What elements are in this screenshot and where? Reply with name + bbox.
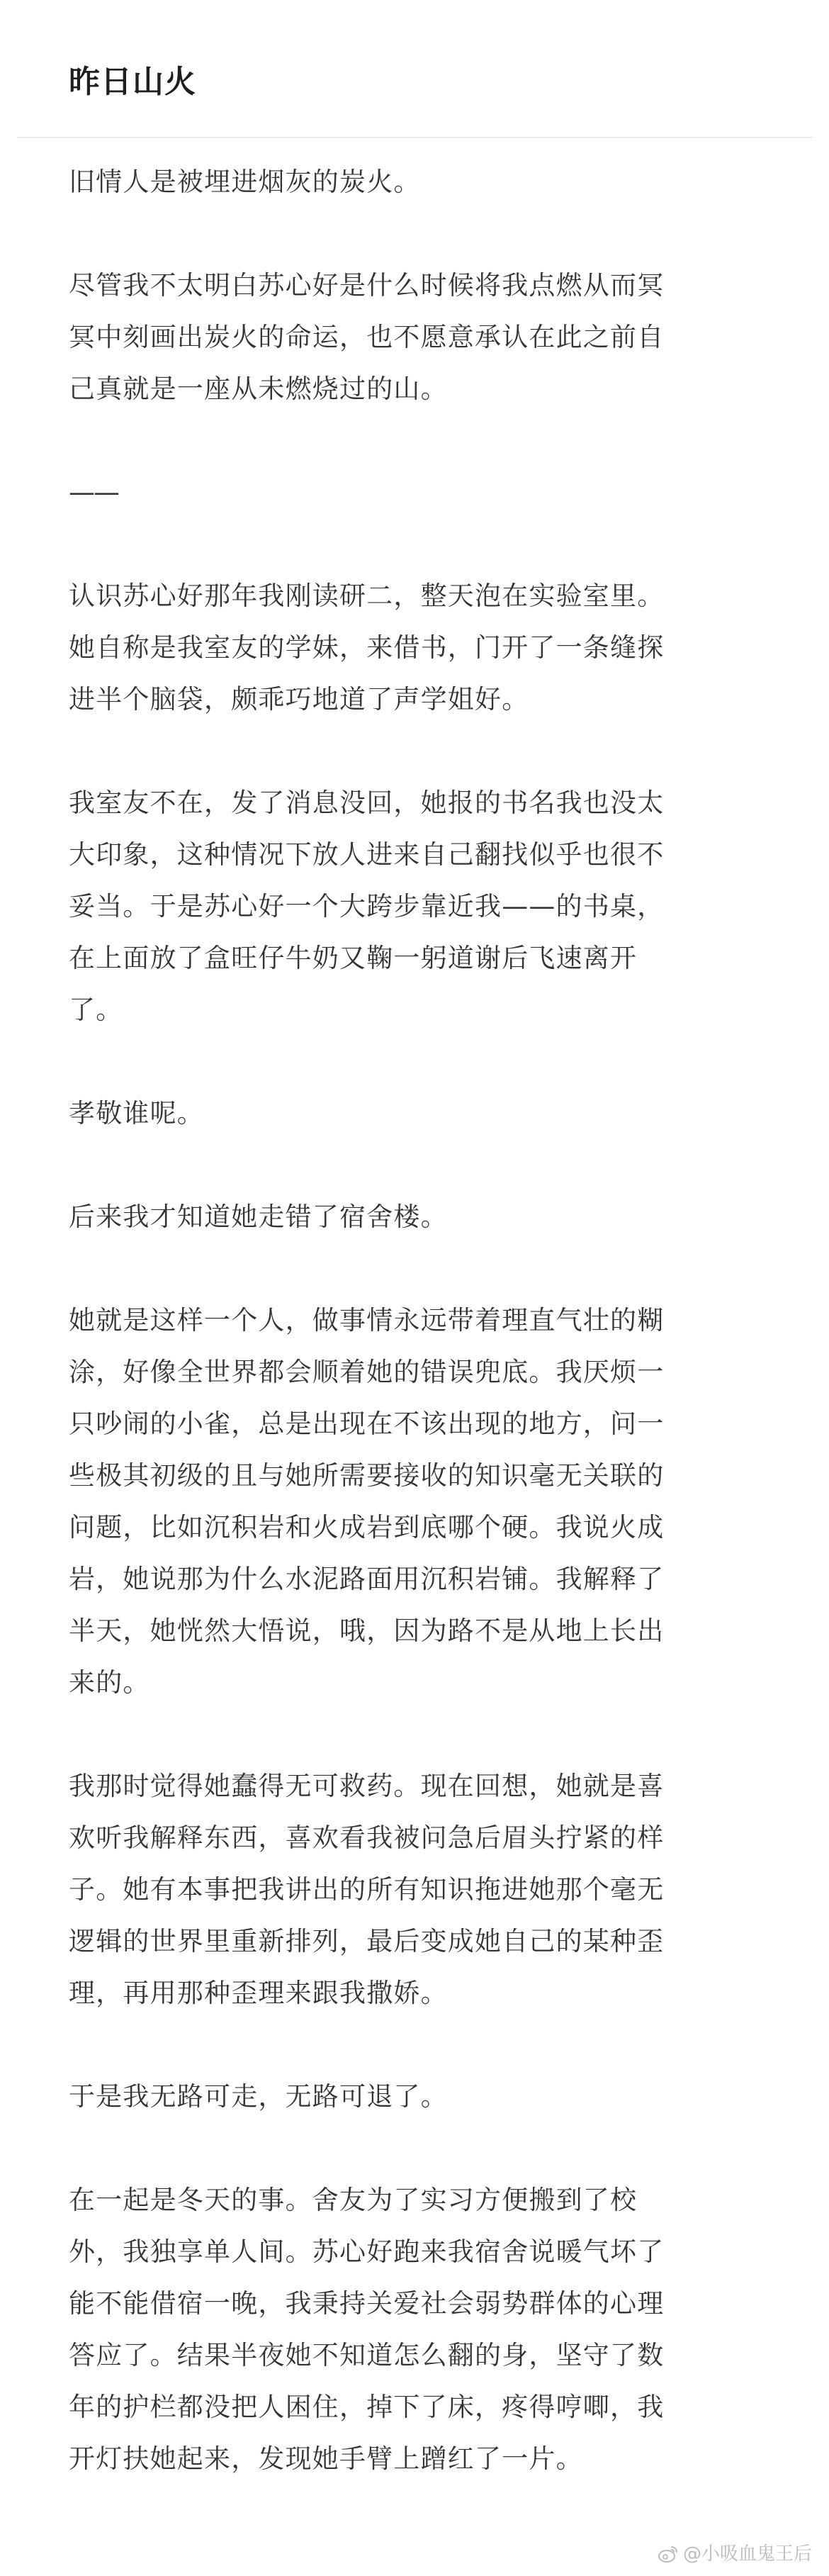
article-body — [69, 156, 760, 2485]
paragraph-5: 孝敬谁呢。 — [69, 1098, 204, 1129]
watermark-text: @小吸血鬼王后 — [682, 2543, 812, 2565]
paragraph-7: 她就是这样一个人，做事情永远带着理直气壮的糊 涂，好像全世界都会顺着她的错误兜底。我厌烦一 只吵闹的小雀，总是出现在不该出现的地方，问一 些极其初级的且与她所需要接收的知识毫无关联的 问题，比如沉积岩和火成岩到底哪个硬。我说火成 岩，她说那为什么水泥路面用沉积岩铺。我解释了 半天，她恍然大悟说，哦，因为路不是从地上长出 来的。 — [69, 1305, 665, 1698]
section-dash: —— — [69, 477, 118, 508]
paragraph-2: 尽管我不太明白苏心好是什么时候将我点燃从而冥 冥中刻画出炭火的命运，也不愿意承认在此之前自 己真就是一座从未燃烧过的山。 — [69, 270, 665, 404]
paragraph-gap — [69, 1708, 760, 1760]
paragraph-9: 于是我无路可走，无路可退了。 — [69, 2081, 448, 2112]
paragraph-gap — [69, 1036, 760, 1087]
paragraph-10: 在一起是冬天的事。舍友为了实习方便搬到了校 外，我独享单人间。苏心好跑来我宿舍说暖气坏了 能不能借宿一晚，我秉持关爱社会弱势群体的心理 答应了。结果半夜她不知道怎么翻的身，坚守了数 年的护栏都没把人困住，掉下了床，疼得哼唧，我 开灯扶她起来，发现她手臂上蹭红了一片。 — [69, 2185, 665, 2474]
article-header — [0, 0, 829, 138]
paragraph-gap — [69, 1243, 760, 1294]
paragraph-gap — [69, 1139, 760, 1191]
paragraph-8: 我那时觉得她蠢得无可救药。现在回想，她就是喜 欢听我解释东西，喜欢看我被问急后眉头拧紧的样 子。她有本事把我讲出的所有知识拖进她那个毫无 逻辑的世界里重新排列，最后变成她自己的某种歪 理，再用那种歪理来跟我撒娇。 — [69, 1771, 665, 2008]
paragraph-1: 旧情人是被埋进烟灰的炭火。 — [69, 167, 421, 197]
paragraph-gap — [69, 725, 760, 777]
paragraph-gap — [69, 2019, 760, 2071]
header-divider — [17, 137, 812, 138]
paragraph-gap — [69, 518, 760, 570]
paragraph-6: 后来我才知道她走错了宿舍楼。 — [69, 1202, 448, 1232]
article-title: 昨日山火 — [69, 64, 196, 100]
weibo-icon — [658, 2545, 679, 2563]
watermark — [658, 2542, 812, 2566]
paragraph-gap — [69, 2122, 760, 2174]
paragraph-3: 认识苏心好那年我刚读研二，整天泡在实验室里。 她自称是我室友的学妹，来借书，门开了一条缝探 进半个脑袋，颇乖巧地道了声学姐好。 — [69, 581, 665, 715]
paragraph-gap — [69, 208, 760, 259]
paragraph-gap — [69, 415, 760, 466]
paragraph-4: 我室友不在，发了消息没回，她报的书名我也没太 大印象，这种情况下放人进来自己翻找似乎也很不 妥当。于是苏心好一个大跨步靠近我——的书桌， 在上面放了盒旺仔牛奶又鞠一躬道谢后飞速离开 了。 — [69, 788, 665, 1025]
